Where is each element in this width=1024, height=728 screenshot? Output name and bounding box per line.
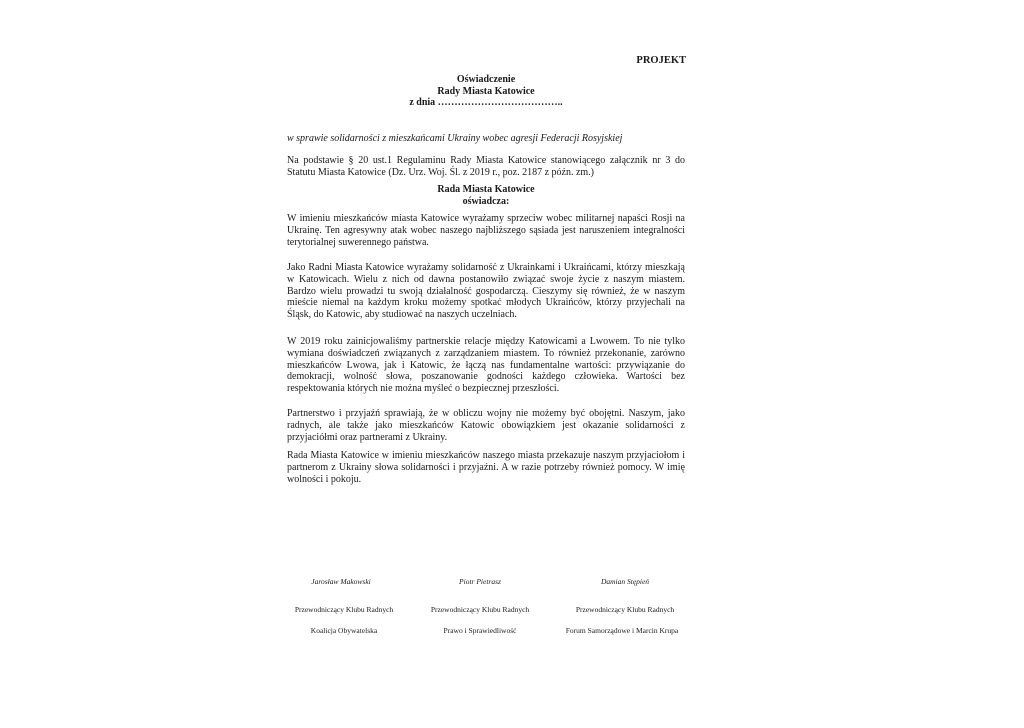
projekt-stamp: PROJEKT [636, 55, 686, 66]
paragraph-2: Jako Radni Miasta Katowice wyrażamy solidarność z Ukrainkami i Ukraińcami, którzy mieszkają w Katowicach. Wielu z nich od dawna postanowiło związać swoje życie z naszym miastem. Bardzo wielu prowadzi tu swoją działalność gospodarczą. Cieszymy się również, że w naszym mieście niemal na każdym kroku możemy spotkać młodych Ukraińców, którzy przyjechali na Śląsk, do Katowic, aby studiować na naszych uczelniach. [287, 262, 685, 321]
signature-role-1: Przewodniczący Klubu Radnych [294, 605, 394, 614]
document-subtitle: Rady Miasta Katowice [437, 85, 535, 97]
signature-club-1: Koalicja Obywatelska [310, 626, 378, 635]
resolves-heading [287, 184, 685, 207]
signature-name-3: Damian Stępień [600, 577, 650, 586]
resolves-line-2: oświadcza: [462, 195, 510, 207]
document-title: Oświadczenie [456, 74, 516, 85]
document-header [287, 74, 685, 109]
signature-name-2: Piotr Pietrasz [459, 577, 501, 586]
signature-role-3: Przewodniczący Klubu Radnych [575, 605, 675, 614]
paragraph-4: Partnerstwo i przyjaźń sprawiają, że w obliczu wojny nie możemy być obojętni. Naszym, jako radnych, ale także jako mieszkańców Katowic obowiązkiem jest okazanie solidarności z przyjaciółmi oraz partnerami z Ukrainy. [287, 408, 685, 443]
signature-role-2: Przewodniczący Klubu Radnych [430, 605, 530, 614]
signature-club-3: Forum Samorządowe i Marcin Krupa [565, 626, 679, 635]
paragraph-3: W 2019 roku zainicjowaliśmy partnerskie relacje między Katowicami a Lwowem. To nie tylko wymiana doświadczeń związanych z zarządzaniem miastem. To również przekonanie, zarówno mieszkańców Lwowa, jak i Katowic, że łączą nas fundamentalne wartości: przywiązanie do demokracji, wolność słowa, poszanowanie godności każdego człowieka. Wartości bez respektowania których nie można myśleć o bezpiecznej przeszłości. [287, 336, 685, 395]
signature-name-1: Jarosław Makowski [311, 577, 371, 586]
document-subject: w sprawie solidarności z mieszkańcami Ukrainy wobec agresji Federacji Rosyjskiej [287, 133, 623, 144]
paragraph-5: Rada Miasta Katowice w imieniu mieszkańców naszego miasta przekazuje naszym przyjaciołom i partnerom z Ukrainy słowa solidarności i przyjaźni. A w razie potrzeby również pomocy. W imię wolności i pokoju. [287, 450, 685, 485]
legal-basis: Na podstawie § 20 ust.1 Regulaminu Rady Miasta Katowice stanowiącego załącznik nr 3 do Statutu Miasta Katowice (Dz. Urz. Woj. Śl. z 2019 r., poz. 2187 z późn. zm.) [287, 155, 685, 178]
document-date-line: z dnia ……………………………….. [409, 97, 563, 108]
paragraph-1: W imieniu mieszkańców miasta Katowice wyrażamy sprzeciw wobec militarnej napaści Rosji na Ukrainę. Ten agresywny atak wobec naszego najbliższego sąsiada jest naruszeniem integralności terytorialnej suwerennego państwa. [287, 213, 685, 248]
signature-club-2: Prawo i Sprawiedliwość [443, 626, 517, 635]
resolves-line-1: Rada Miasta Katowice [437, 184, 535, 195]
